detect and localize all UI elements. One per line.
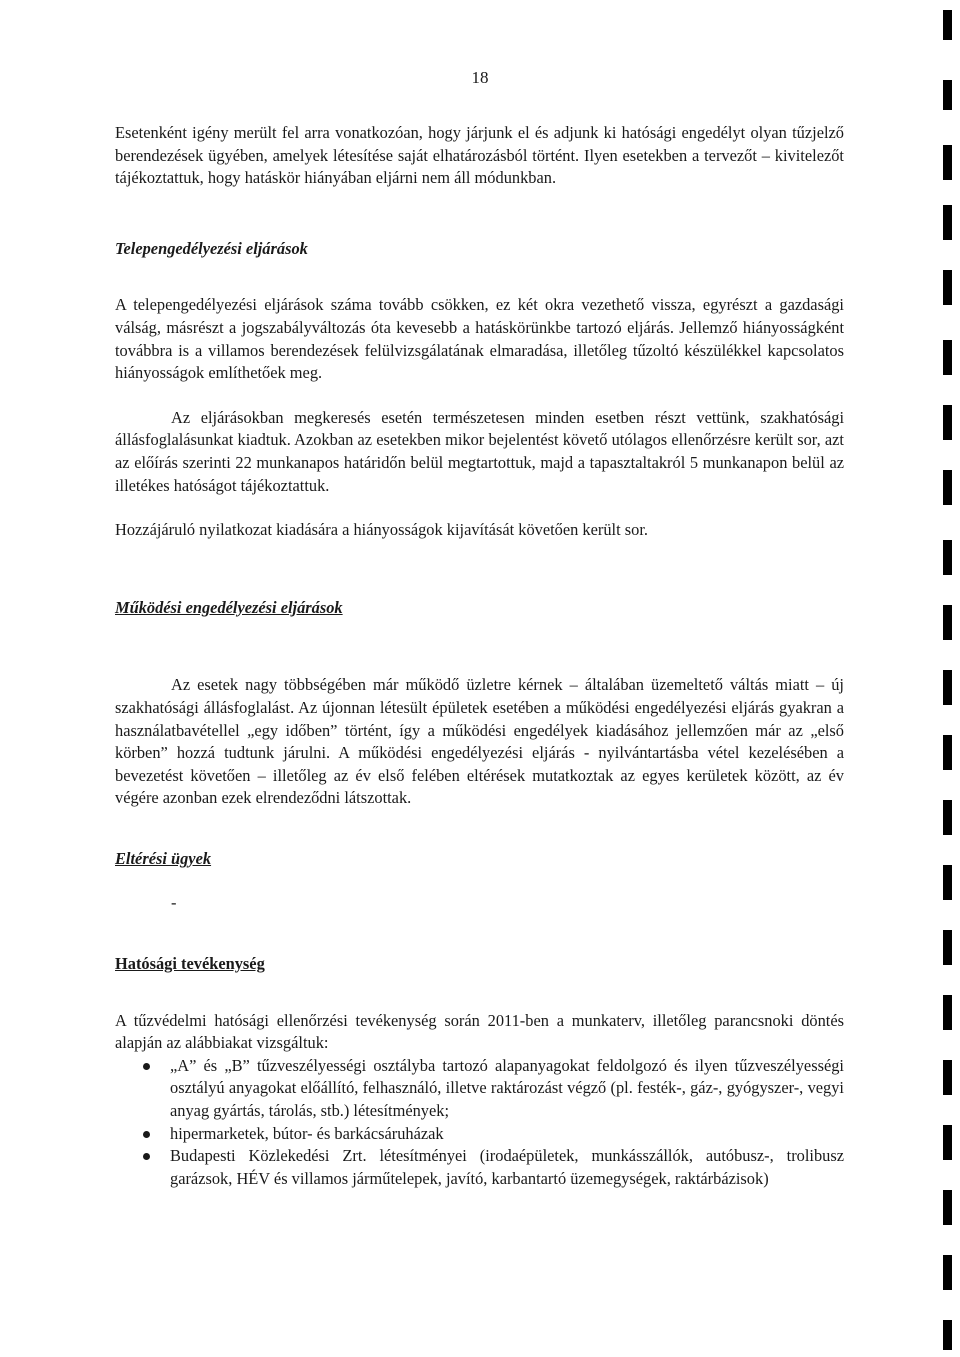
section1-paragraph-2: Az eljárásokban megkeresés esetén természetesen minden esetben részt vettünk, szakhatósági állásfoglalásunkat kiadtuk. Azokban az esetekben mikor bejelentést követő utólagos ellenőrzésre került sor, azt az előírás szerinti 22 munkanapos határidőn belül megtartottuk, majd a tapasztaltakról 5 munkanapon belül az illetékes hatóságot tájékoztattuk. bbox=[115, 407, 844, 495]
section1-paragraph-1: A telepengedélyezési eljárások száma tovább csökken, ez két okra vezethető vissza, egyrészt a gazdasági válság, másrészt a jogszabályváltozás óta kevesebb a hatáskörünkbe tartozó eljárás. Jellemző hiányosságként továbbra is a villamos berendezések felülvizsgálatának elmaradása, illetőleg tűzoltó készülékkel kapcsolatos hiányosságok említhetőek meg. bbox=[115, 295, 844, 383]
scan-mark bbox=[943, 80, 952, 110]
intro-paragraph: Esetenként igény merült fel arra vonatkozóan, hogy járjunk el és adjunk ki hatósági engedélyt olyan tűzjelző berendezések ügyében, amelyek létesítése saját elhatározásból történt. Ilyen esetekben a tervezőt – kivitelezőt tájékoztattuk, hogy hatáskör hiányában eljárni nem áll módunkban. bbox=[115, 123, 844, 188]
list-item-text: „A” és „B” tűzveszélyességi osztályba tartozó alapanyagokat feldolgozó és ilyen tűzveszélyességi osztályú anyagokat előállító, felhasználó, illetve raktározást végző (pl. festék-, gáz-, gyógyszer-, vegyi anyag gyártás, tárolás, stb.) létesítmények; bbox=[170, 1055, 844, 1121]
scan-mark bbox=[943, 1060, 952, 1095]
scan-mark bbox=[943, 10, 952, 40]
section3-dash: - bbox=[171, 893, 177, 913]
list-item-text: hipermarketek, bútor- és barkácsáruházak bbox=[170, 1123, 444, 1143]
list-item bbox=[115, 1145, 844, 1190]
list-item-text: Budapesti Közlekedési Zrt. létesítményei (irodaépületek, munkásszállók, autóbusz-, trolibusz garázsok, HÉV és villamos járműtelepek, javító, karbantartó üzemegységek, raktárbázisok) bbox=[170, 1146, 844, 1188]
list-item bbox=[115, 1123, 844, 1146]
section2-paragraph-1: Az esetek nagy többségében már működő üzletre kérnek – általában üzemeltető váltás miatt – új szakhatósági állásfoglalást. Az újonnan létesült épületek esetében a működési engedélyezési eljárás gyakran a használatbavétellel „egy időben” történt, így a működési engedélyek kiadásához jellemzően már az „első körben” hozzá tudtunk járulni. A működési engedélyezési eljárás - nyilvántartásba vétel kezelésében a bevezetést követően – illetőleg az év első felében eltérések mutatkoztak az egyes kerületek között, az év végére azonban ezek elrendeződni látszottak. bbox=[115, 675, 844, 808]
scan-mark bbox=[943, 670, 952, 705]
scan-mark bbox=[943, 1255, 952, 1290]
inspection-list bbox=[115, 1055, 844, 1191]
bullet-icon bbox=[143, 1131, 150, 1138]
scan-mark bbox=[943, 205, 952, 240]
scan-mark bbox=[943, 405, 952, 440]
document-body bbox=[115, 122, 844, 1190]
scan-mark bbox=[943, 270, 952, 305]
section-title-hatosagi: Hatósági tevékenység bbox=[115, 954, 265, 974]
scan-edge-marks bbox=[938, 0, 952, 1357]
scan-mark bbox=[943, 1320, 952, 1350]
scan-mark bbox=[943, 340, 952, 375]
section1-paragraph-3: Hozzájáruló nyilatkozat kiadására a hiányosságok kijavítását követően került sor. bbox=[115, 520, 648, 540]
section-title-telepengedelyezes: Telepengedélyezési eljárások bbox=[115, 238, 308, 258]
list-item bbox=[115, 1055, 844, 1123]
bullet-icon bbox=[143, 1153, 150, 1160]
scan-mark bbox=[943, 865, 952, 900]
scan-mark bbox=[943, 470, 952, 505]
scan-mark bbox=[943, 930, 952, 965]
scan-mark bbox=[943, 145, 952, 180]
section-title-elteresi: Eltérési ügyek bbox=[115, 848, 212, 868]
scan-mark bbox=[943, 735, 952, 770]
scan-mark bbox=[943, 1190, 952, 1225]
scan-mark bbox=[943, 995, 952, 1030]
scan-mark bbox=[943, 540, 952, 575]
scan-mark bbox=[943, 1125, 952, 1160]
scan-mark bbox=[943, 605, 952, 640]
section4-intro: A tűzvédelmi hatósági ellenőrzési tevékenység során 2011-ben a munkaterv, illetőleg parancsnoki döntés alapján az alábbiakat vizsgáltuk: bbox=[115, 1010, 844, 1053]
bullet-icon bbox=[143, 1063, 150, 1070]
scan-mark bbox=[943, 800, 952, 835]
page-number: 18 bbox=[471, 68, 489, 87]
section-title-mukodesi: Működési engedélyezési eljárások bbox=[115, 597, 343, 617]
